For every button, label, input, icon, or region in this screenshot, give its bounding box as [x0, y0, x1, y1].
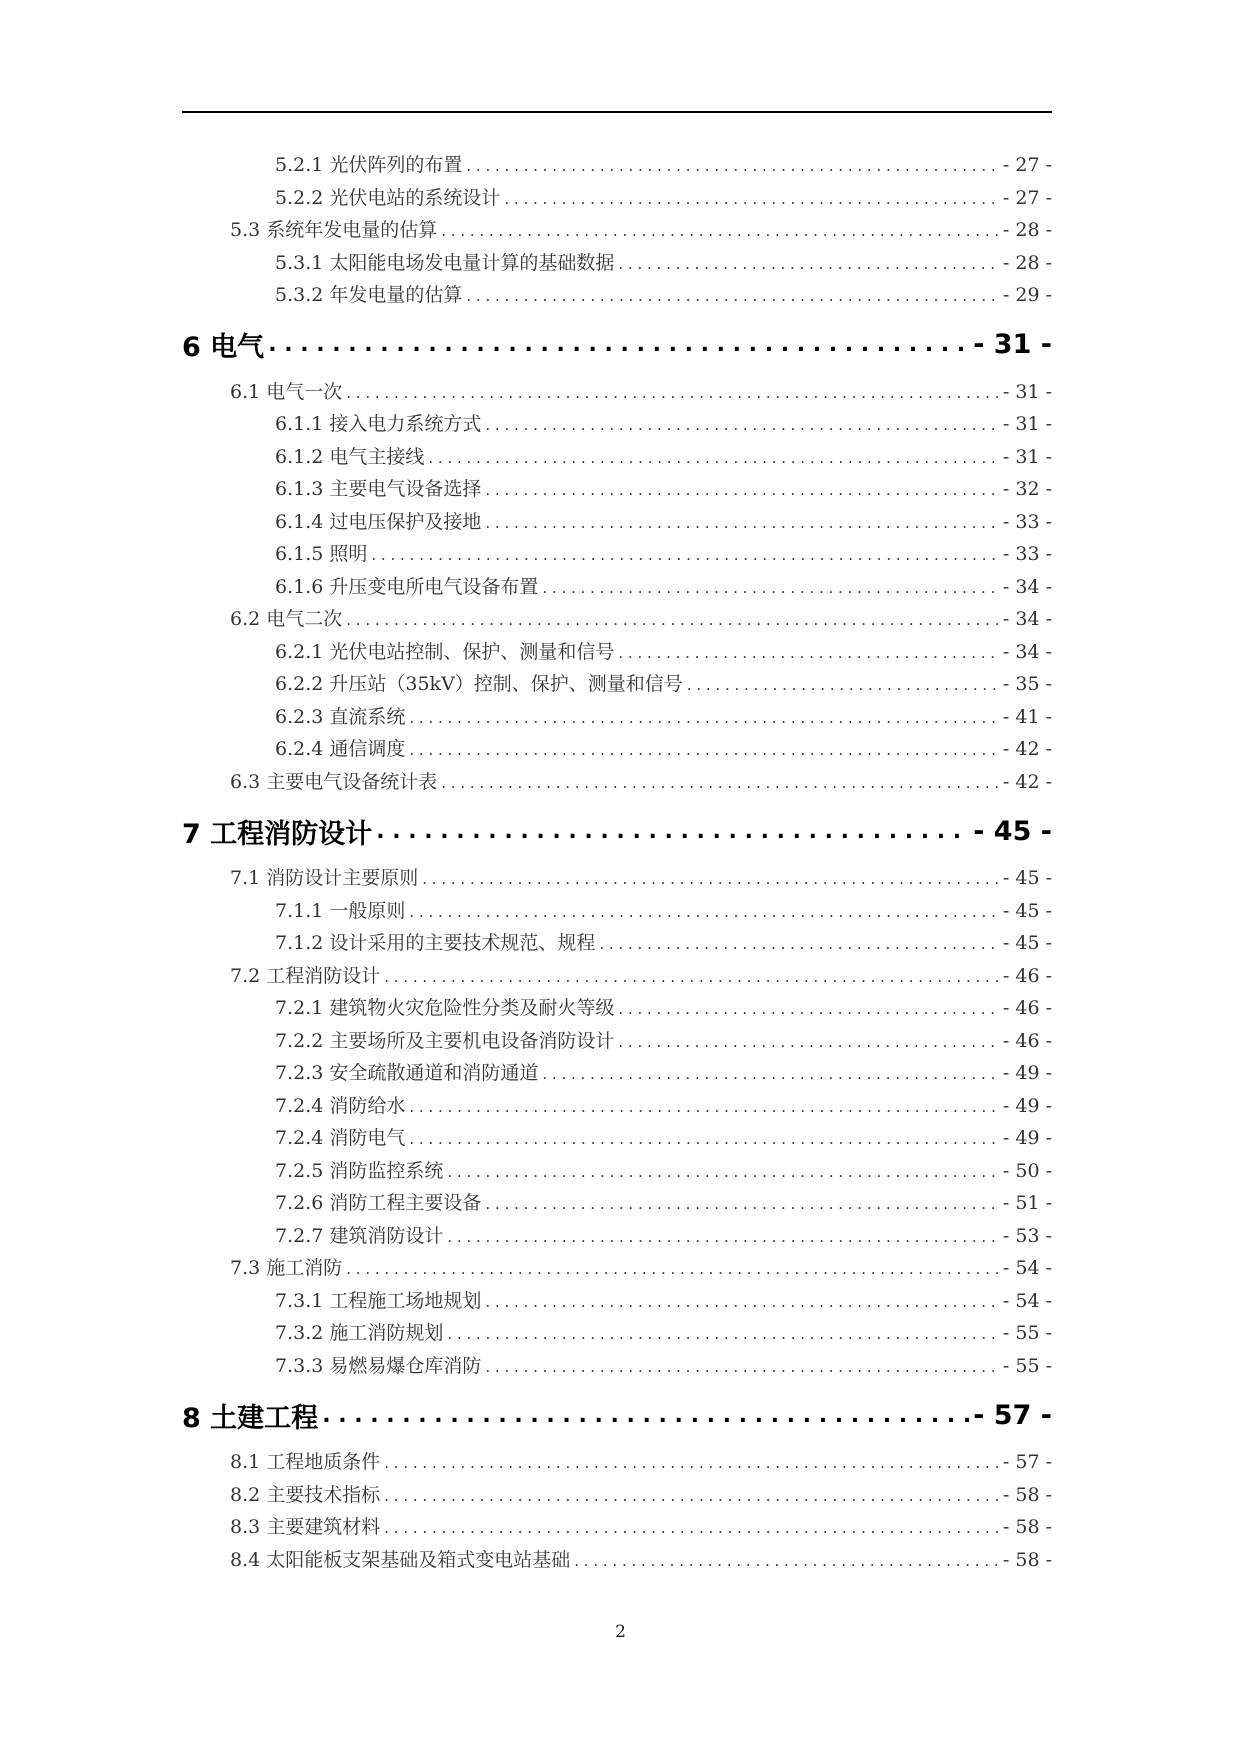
- toc-dot-leader: [485, 1358, 999, 1376]
- toc-entry[interactable]: [182, 377, 1052, 410]
- toc-entry-page: - 57 -: [1002, 1451, 1052, 1473]
- toc-entry[interactable]: [182, 863, 1052, 896]
- toc-entry-label: 6.2.2 升压站（35kV）控制、保护、测量和信号: [275, 673, 683, 695]
- toc-entry-page: - 54 -: [1002, 1289, 1052, 1312]
- toc-dot-leader: [618, 644, 999, 662]
- toc-entry-label: 6.2.1 光伏电站控制、保护、测量和信号: [275, 640, 615, 663]
- toc-entry-page: - 46 -: [1002, 964, 1052, 987]
- toc-entry-label: 7.2.4 消防给水: [275, 1094, 406, 1117]
- toc-entry[interactable]: [182, 896, 1052, 929]
- toc-entry-label: 8.1 工程地质条件: [230, 1451, 381, 1473]
- toc-entry-page: - 49 -: [1002, 1094, 1052, 1117]
- toc-dot-leader: [384, 1519, 999, 1537]
- toc-entry-page: - 34 -: [1002, 575, 1052, 598]
- toc-entry[interactable]: [182, 1480, 1052, 1513]
- toc-dot-leader: [268, 332, 969, 357]
- toc-dot-leader: [376, 819, 969, 844]
- toc-dot-leader: [422, 870, 999, 888]
- toc-entry-page: - 49 -: [1002, 1062, 1052, 1084]
- toc-entry[interactable]: [182, 1286, 1052, 1319]
- toc-entry-page: - 46 -: [1002, 997, 1052, 1019]
- toc-entry-page: - 42 -: [1002, 770, 1052, 793]
- toc-entry-label: 6.1.4 过电压保护及接地: [275, 510, 482, 533]
- toc-entry[interactable]: [182, 280, 1052, 313]
- table-of-contents: [182, 150, 1052, 1577]
- toc-dot-leader: [447, 1325, 999, 1343]
- toc-dot-leader: [599, 935, 999, 953]
- toc-entry-label: 7.2.3 安全疏散通道和消防通道: [275, 1062, 539, 1084]
- toc-dot-leader: [346, 611, 999, 629]
- toc-entry-page: - 58 -: [1002, 1548, 1052, 1571]
- toc-entry-label: 6.2.3 直流系统: [275, 705, 406, 728]
- toc-entry[interactable]: [182, 928, 1052, 961]
- toc-entry-page: - 45 -: [1002, 899, 1052, 922]
- toc-entry-label: 7.3.3 易燃易爆仓库消防: [275, 1354, 482, 1377]
- toc-dot-leader: [485, 1293, 999, 1311]
- toc-dot-leader: [384, 968, 999, 986]
- toc-dot-leader: [504, 190, 999, 208]
- toc-dot-leader: [409, 709, 999, 727]
- toc-dot-leader: [409, 1098, 999, 1116]
- toc-entry-page: - 29 -: [1002, 284, 1052, 306]
- toc-entry-page: - 53 -: [1002, 1224, 1052, 1247]
- toc-entry-page: - 46 -: [1002, 1029, 1052, 1052]
- header-rule: [182, 111, 1052, 113]
- toc-entry-label: 5.3.1 太阳能电场发电量计算的基础数据: [275, 251, 615, 274]
- toc-entry-label: 7.3 施工消防: [230, 1257, 343, 1279]
- toc-chapter-entry[interactable]: [182, 807, 1052, 855]
- toc-entry-page: - 45 -: [1002, 867, 1052, 889]
- toc-entry[interactable]: [182, 1188, 1052, 1221]
- toc-entry-label: 7 工程消防设计: [182, 818, 373, 850]
- toc-entry-label: 8.4 太阳能板支架基础及箱式变电站基础: [230, 1548, 571, 1571]
- toc-entry-label: 7.2.1 建筑物火灾危险性分类及耐火等级: [275, 997, 615, 1019]
- toc-entry[interactable]: [182, 1123, 1052, 1156]
- toc-entry[interactable]: [182, 442, 1052, 475]
- toc-entry-page: - 32 -: [1002, 478, 1052, 500]
- toc-dot-leader: [485, 514, 999, 532]
- toc-chapter-entry[interactable]: [182, 321, 1052, 369]
- toc-entry-label: 7.2.5 消防监控系统: [275, 1159, 444, 1182]
- toc-entry[interactable]: [182, 539, 1052, 572]
- toc-entry-label: 8.3 主要建筑材料: [230, 1516, 381, 1538]
- toc-entry[interactable]: [182, 1318, 1052, 1351]
- toc-entry[interactable]: [182, 183, 1052, 216]
- toc-entry-page: - 50 -: [1002, 1159, 1052, 1182]
- toc-entry-page: - 31 -: [973, 329, 1052, 360]
- toc-entry-label: 6.3 主要电气设备统计表: [230, 770, 438, 793]
- toc-dot-leader: [466, 157, 999, 175]
- toc-dot-leader: [441, 222, 999, 240]
- toc-entry[interactable]: [182, 1512, 1052, 1545]
- toc-entry[interactable]: [182, 1447, 1052, 1480]
- page-number: 2: [615, 1622, 626, 1642]
- toc-entry-page: - 35 -: [1002, 673, 1052, 695]
- toc-entry-label: 5.2.1 光伏阵列的布置: [275, 154, 463, 176]
- toc-dot-leader: [384, 1454, 999, 1472]
- toc-entry-page: - 33 -: [1002, 510, 1052, 533]
- toc-entry[interactable]: [182, 507, 1052, 540]
- toc-dot-leader: [485, 416, 999, 434]
- toc-entry-page: - 58 -: [1002, 1516, 1052, 1538]
- toc-dot-leader: [346, 384, 999, 402]
- toc-entry-label: 7.2.7 建筑消防设计: [275, 1224, 444, 1247]
- toc-entry-page: - 42 -: [1002, 738, 1052, 760]
- toc-entry-page: - 45 -: [1002, 932, 1052, 954]
- toc-entry[interactable]: [182, 1026, 1052, 1059]
- toc-dot-leader: [542, 579, 999, 597]
- toc-entry-label: 7.2.4 消防电气: [275, 1127, 406, 1149]
- toc-entry-page: - 55 -: [1002, 1354, 1052, 1377]
- toc-entry-label: 7.3.2 施工消防规划: [275, 1322, 444, 1344]
- toc-dot-leader: [346, 1260, 999, 1278]
- toc-dot-leader: [409, 903, 999, 921]
- toc-dot-leader: [618, 255, 999, 273]
- toc-entry-label: 8 土建工程: [182, 1402, 319, 1434]
- toc-entry-label: 6.1.5 照明: [275, 543, 368, 565]
- toc-entry-label: 5.3.2 年发电量的估算: [275, 284, 463, 306]
- toc-entry-page: - 27 -: [1002, 186, 1052, 209]
- toc-dot-leader: [322, 1403, 969, 1428]
- toc-dot-leader: [466, 287, 999, 305]
- toc-entry-label: 6.1.3 主要电气设备选择: [275, 478, 482, 500]
- toc-dot-leader: [447, 1163, 999, 1181]
- toc-entry-page: - 54 -: [1002, 1257, 1052, 1279]
- toc-entry-page: - 31 -: [1002, 380, 1052, 403]
- toc-entry[interactable]: [182, 669, 1052, 702]
- toc-entry[interactable]: [182, 215, 1052, 248]
- toc-entry[interactable]: [182, 767, 1052, 800]
- toc-dot-leader: [687, 676, 999, 694]
- toc-dot-leader: [409, 1130, 999, 1148]
- toc-entry-page: - 31 -: [1002, 445, 1052, 468]
- toc-entry-page: - 31 -: [1002, 413, 1052, 435]
- toc-chapter-entry[interactable]: [182, 1391, 1052, 1439]
- toc-entry[interactable]: [182, 637, 1052, 670]
- toc-entry[interactable]: [182, 993, 1052, 1026]
- toc-entry-page: - 58 -: [1002, 1483, 1052, 1506]
- toc-entry[interactable]: [182, 1545, 1052, 1578]
- toc-entry-label: 8.2 主要技术指标: [230, 1483, 381, 1506]
- toc-entry[interactable]: [182, 961, 1052, 994]
- toc-dot-leader: [409, 741, 999, 759]
- toc-dot-leader: [447, 1228, 999, 1246]
- toc-entry-page: - 57 -: [973, 1399, 1052, 1431]
- toc-entry-label: 7.2.2 主要场所及主要机电设备消防设计: [275, 1029, 615, 1052]
- toc-entry[interactable]: [182, 474, 1052, 507]
- toc-entry-page: - 55 -: [1002, 1322, 1052, 1344]
- toc-entry-label: 5.2.2 光伏电站的系统设计: [275, 186, 501, 209]
- toc-entry[interactable]: [182, 1253, 1052, 1286]
- toc-dot-leader: [384, 1487, 999, 1505]
- toc-entry-label: 6.1.6 升压变电所电气设备布置: [275, 575, 539, 598]
- toc-dot-leader: [574, 1552, 999, 1570]
- toc-entry[interactable]: [182, 1091, 1052, 1124]
- toc-entry-label: 7.2.6 消防工程主要设备: [275, 1192, 482, 1214]
- toc-entry-label: 7.2 工程消防设计: [230, 964, 381, 987]
- toc-dot-leader: [428, 449, 999, 467]
- toc-entry[interactable]: [182, 734, 1052, 767]
- toc-entry-page: - 49 -: [1002, 1127, 1052, 1149]
- toc-entry[interactable]: [182, 248, 1052, 281]
- toc-entry[interactable]: [182, 1351, 1052, 1384]
- toc-entry-page: - 51 -: [1002, 1192, 1052, 1214]
- toc-entry[interactable]: [182, 1156, 1052, 1189]
- toc-entry[interactable]: [182, 409, 1052, 442]
- toc-dot-leader: [618, 1000, 999, 1018]
- toc-entry-label: 7.3.1 工程施工场地规划: [275, 1289, 482, 1312]
- toc-entry-label: 6.1.1 接入电力系统方式: [275, 413, 482, 435]
- toc-dot-leader: [485, 481, 999, 499]
- toc-entry-page: - 45 -: [973, 815, 1052, 847]
- toc-entry-page: - 28 -: [1002, 219, 1052, 241]
- toc-entry[interactable]: [182, 1221, 1052, 1254]
- toc-entry-label: 7.1.1 一般原则: [275, 899, 406, 922]
- toc-entry[interactable]: [182, 572, 1052, 605]
- toc-entry-page: - 28 -: [1002, 251, 1052, 274]
- toc-entry-label: 6 电气: [182, 332, 265, 363]
- toc-entry-label: 6.2 电气二次: [230, 608, 343, 630]
- toc-dot-leader: [618, 1033, 999, 1051]
- toc-dot-leader: [542, 1065, 999, 1083]
- toc-entry[interactable]: [182, 702, 1052, 735]
- toc-entry[interactable]: [182, 1058, 1052, 1091]
- toc-entry-page: - 41 -: [1002, 705, 1052, 728]
- toc-dot-leader: [441, 774, 999, 792]
- toc-entry-label: 6.1.2 电气主接线: [275, 445, 425, 468]
- toc-entry[interactable]: [182, 604, 1052, 637]
- toc-entry-label: 7.1 消防设计主要原则: [230, 867, 419, 889]
- toc-dot-leader: [485, 1195, 999, 1213]
- toc-entry-label: 6.1 电气一次: [230, 380, 343, 403]
- toc-entry-page: - 34 -: [1002, 608, 1052, 630]
- toc-dot-leader: [371, 546, 999, 564]
- toc-entry-label: 5.3 系统年发电量的估算: [230, 219, 438, 241]
- toc-entry-page: - 27 -: [1002, 154, 1052, 176]
- toc-entry-page: - 33 -: [1002, 543, 1052, 565]
- toc-entry[interactable]: [182, 150, 1052, 183]
- toc-entry-page: - 34 -: [1002, 640, 1052, 663]
- toc-entry-label: 6.2.4 通信调度: [275, 738, 406, 760]
- toc-entry-label: 7.1.2 设计采用的主要技术规范、规程: [275, 932, 596, 954]
